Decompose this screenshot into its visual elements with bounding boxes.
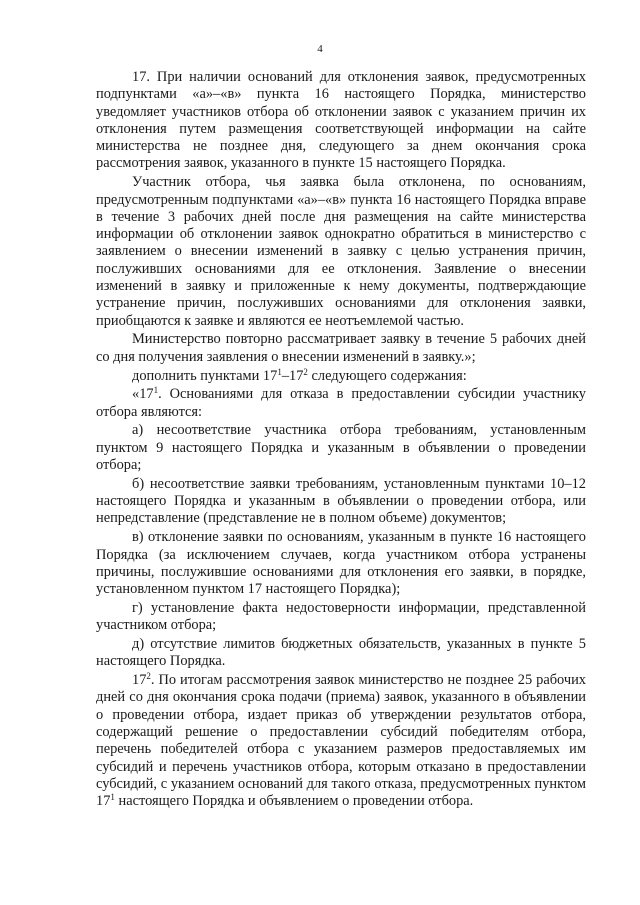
paragraph-p17: [96, 69, 586, 173]
text-segment: 17: [132, 672, 147, 689]
paragraph-p17-ministry: [96, 331, 586, 366]
text-segment: г) установление факта недостоверности информации, представленной участником отбора;: [96, 599, 586, 634]
text-segment: следующего содержания:: [307, 367, 467, 384]
paragraph-p17-1-d: [96, 636, 586, 671]
text-segment: дополнить пунктами 17: [132, 367, 278, 384]
paragraph-p17-2: [96, 672, 586, 810]
superscript: 1: [153, 385, 159, 396]
document-body: [96, 69, 586, 812]
text-segment: . Основаниями для отказа в предоставлении субсидии участнику отбора являются:: [96, 386, 586, 420]
paragraph-p17-1-v: [96, 529, 586, 598]
paragraph-p17-1: [96, 386, 586, 421]
paragraph-p17-participant: [96, 174, 586, 330]
text-segment: –17: [281, 367, 304, 384]
paragraph-p17-1-b: [96, 476, 586, 528]
text-segment: Министерство повторно рассматривает заявку в течение 5 рабочих дней со дня получения заявления о внесении изменений в заявку.»;: [96, 331, 586, 365]
text-segment: «17: [132, 386, 154, 403]
page-number: 4: [317, 43, 323, 55]
paragraph-p-add: [96, 368, 586, 385]
superscript: 2: [303, 366, 308, 377]
text-segment: в) отклонение заявки по основаниям, указанным в пункте 16 настоящего Порядка (за исключением случаев, когда участником отбора устранены причины, послужившие основаниями для отклонения его заявки, в порядке, установленном пунктом 17 настоящего Порядка);: [96, 529, 586, 598]
paragraph-p17-1-a: [96, 422, 586, 474]
text-segment: б) несоответствие заявки требованиям, установленным пунктами 10–12 настоящего Порядка и указанным в объявлении о проведении отбора, или непредставление (представление не в полном объеме) документов;: [96, 475, 586, 527]
superscript: 1: [277, 366, 282, 377]
paragraph-p17-1-g: [96, 600, 586, 635]
text-segment: а) несоответствие участника отбора требованиям, установленным пунктом 9 настоящего Порядка и указанным в объявлении о проведении отбора;: [96, 422, 586, 474]
superscript: 1: [110, 792, 115, 803]
text-segment: настоящего Порядка и объявлением о проведении отбора.: [114, 793, 474, 810]
text-segment: Участник отбора, чья заявка была отклонена, по основаниям, предусмотренным подпунктами «а»–«в» пункта 16 настоящего Порядка вправе в течение 3 рабочих дней после дня размещения на сайте министерства информации об отклонении заявок однократно обратиться в министерство с заявлением о внесении изменений в заявку с целью устранения причин, послуживших основаниями для ее отклонения. Заявление о внесении изменений в заявку и приложенные к нему документы, подтверждающие устранение причин, послуживших основаниями для отклонения заявки, приобщаются к заявке и являются ее неотъемлемой частью.: [96, 174, 586, 329]
text-segment: . По итогам рассмотрения заявок министерство не позднее 25 рабочих дней со дня окончания срока подачи (приема) заявок, указанного в объявлении о проведении отбора, издает приказ об утверждении результатов отбора, содержащий решение о предоставлении субсидий победителям отбора, перечень победителей отбора с указанием размеров предоставляемых им субсидий и перечень участников отбора, которым отказано в предоставлении субсидий, с указанием оснований для такого отказа, предусмотренных пунктом 17: [96, 672, 586, 810]
text-segment: д) отсутствие лимитов бюджетных обязательств, указанных в пункте 5 настоящего Порядка.: [96, 636, 586, 670]
superscript: 2: [146, 671, 151, 682]
text-segment: 17. При наличии оснований для отклонения заявок, предусмотренных подпунктами «а»–«в» пункта 16 настоящего Порядка, министерство уведомляет участников отбора об отклонении заявок с указанием причин их отклонения путем размещения соответствующей информации на сайте министерства не позднее дня, следующего за днем окончания срока рассмотрения заявок, указанного в пункте 15 настоящего Порядка.: [96, 69, 586, 172]
